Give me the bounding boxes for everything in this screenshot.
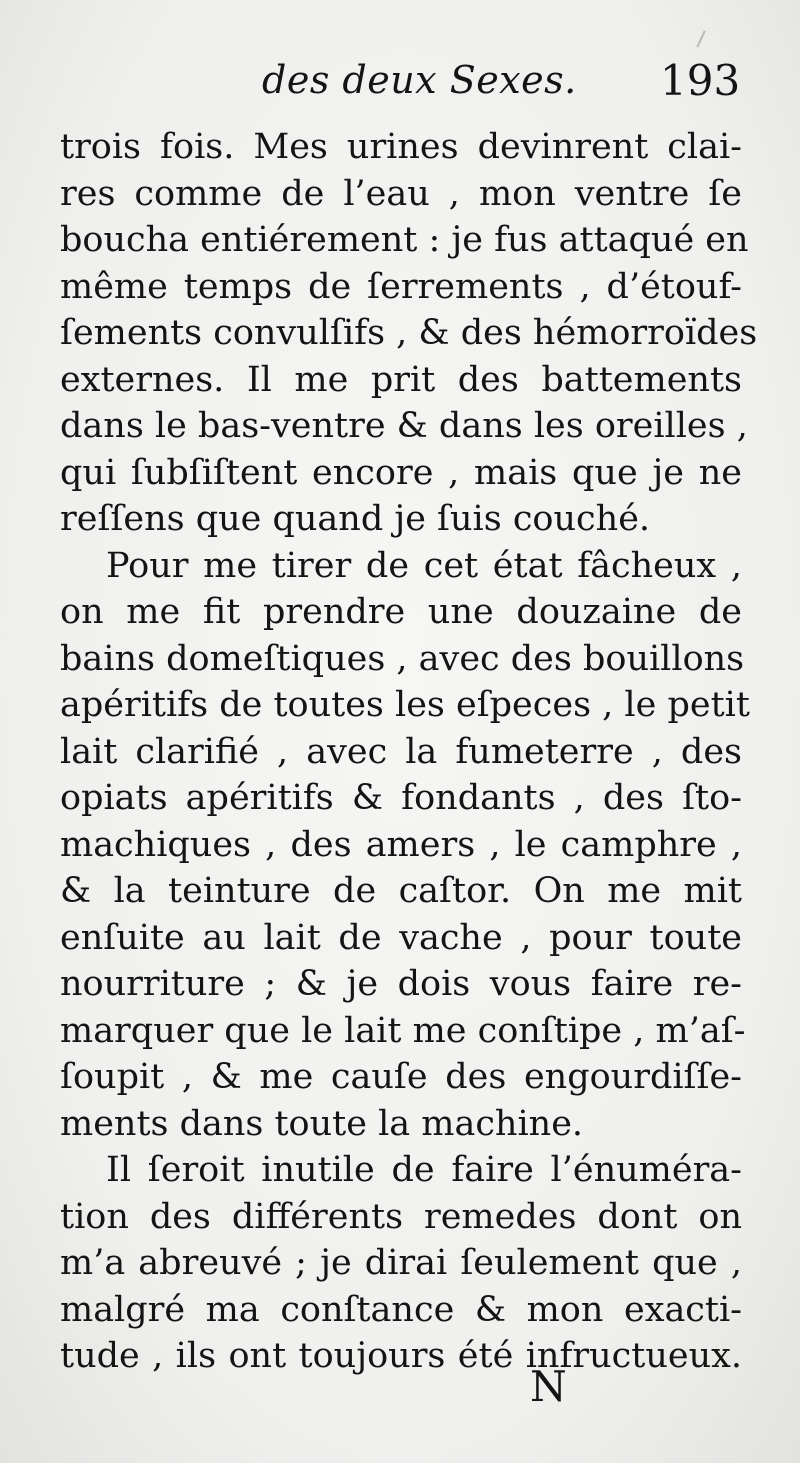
text-line: res comme de l’eau , mon ventre ſe — [60, 173, 742, 214]
text-line: & la teinture de caſtor. On me mit — [60, 871, 742, 911]
text-line: malgré ma conſtance & mon exacti- — [60, 1289, 742, 1330]
text-line: tude , ils ont toujours été infructueux. — [60, 1336, 742, 1376]
text-line: même temps de ſerrements , d’étouf- — [60, 266, 742, 307]
page-number: 193 — [660, 56, 741, 105]
paper-mark — [696, 30, 705, 47]
text-line: boucha entiérement : je fus attaqué en — [60, 220, 749, 260]
text-line: ſoupit , & me cauſe des engourdiſſe- — [60, 1057, 742, 1097]
running-head-title: des deux Sexes. — [262, 58, 577, 102]
text-line: externes. Il me prit des battements — [60, 359, 742, 400]
body-text — [60, 124, 758, 1380]
text-line: dans le bas-ventre & dans les oreilles , — [60, 406, 748, 446]
text-line: enſuite au lait de vache , pour toute — [60, 917, 742, 958]
text-line: ments dans toute la machine. — [60, 1103, 584, 1144]
text-line: trois fois. Mes urines devinrent clai- — [60, 127, 742, 167]
signature-mark: N — [530, 1362, 567, 1411]
text-line: reſſens que quand je ſuis couché. — [60, 499, 651, 539]
text-line: opiats apéritifs & fondants , des ſto- — [60, 778, 742, 818]
text-line: qui ſubſiſtent encore , mais que je ne — [60, 452, 742, 493]
text-line: apéritifs de toutes les eſpeces , le petit — [60, 685, 750, 725]
text-line: bains domeſtiques , avec des bouillons — [60, 638, 745, 679]
text-line: lait clarifié , avec la fumeterre , des — [60, 731, 742, 772]
text-line: ſements convulſifs , & des hémorroïdes — [60, 313, 758, 353]
text-line: on me fit prendre une douzaine de — [60, 592, 742, 632]
text-line: marquer que le lait me conſtipe , m’aſ- — [60, 1010, 746, 1051]
text-line: Il ſeroit inutile de faire l’énuméra- — [106, 1150, 742, 1190]
text-line: tion des différents remedes dont on — [60, 1196, 742, 1237]
running-head — [0, 52, 800, 112]
text-line: machiques , des amers , le camphre , — [60, 824, 742, 865]
text-line: m’a abreuvé ; je dirai ſeulement que , — [60, 1243, 742, 1283]
text-line: Pour me tirer de cet état fâcheux , — [106, 545, 742, 586]
text-line: nourriture ; & je dois vous faire re- — [60, 964, 742, 1004]
